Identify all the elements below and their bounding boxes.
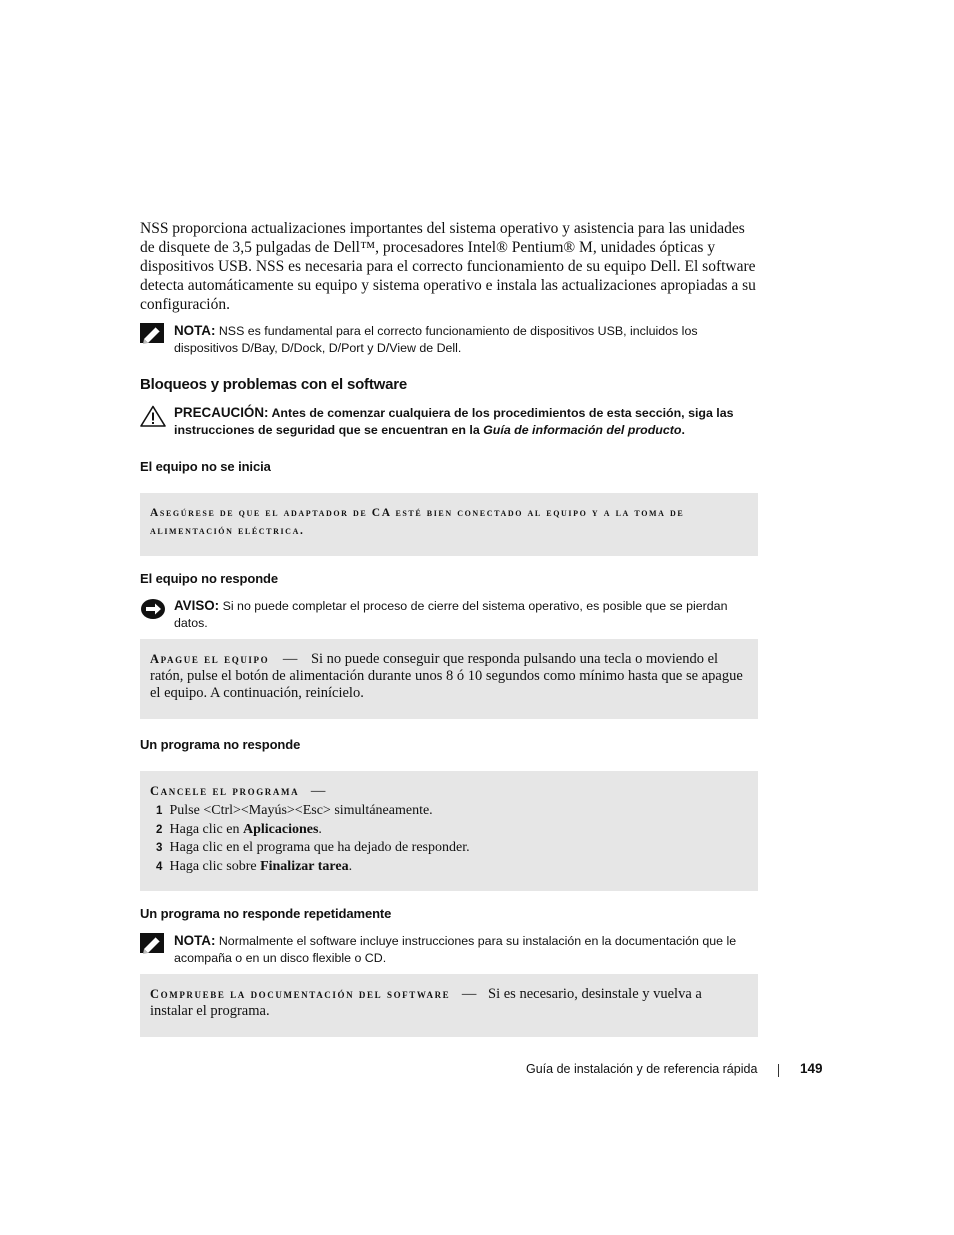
tip-box-compruebe bbox=[140, 974, 758, 1037]
tip-box-dash: — bbox=[310, 783, 326, 799]
tip-box-title: Cancele el programa bbox=[150, 784, 300, 798]
note-text: Normalmente el software incluye instrucciones para su instalación en la documentación que le acompaña o en un disco flexible o CD. bbox=[174, 934, 737, 965]
tip-box-apague bbox=[140, 639, 758, 719]
note-pencil-icon bbox=[140, 323, 166, 345]
note-text: NSS es fundamental para el correcto funcionamiento de dispositivos USB, incluidos los dispositivos D/Bay, D/Dock, D/Port y D/View de Dell. bbox=[174, 324, 698, 355]
tip-box-cancele bbox=[140, 771, 758, 891]
caution-text-end: . bbox=[681, 423, 685, 437]
step-text: Haga clic en el programa que ha dejado de responder. bbox=[169, 840, 470, 855]
section-heading: Bloqueos y problemas con el software bbox=[140, 376, 408, 393]
tip-box-title: Apague el equipo bbox=[150, 652, 270, 666]
note-label: NOTA: bbox=[174, 933, 216, 948]
step-bold-text: Finalizar tarea bbox=[260, 858, 349, 874]
note-nss bbox=[140, 322, 758, 357]
note-pencil-icon bbox=[140, 933, 166, 955]
warning-triangle-icon bbox=[140, 405, 166, 427]
note-label: NOTA: bbox=[174, 323, 216, 338]
tip-box-content bbox=[150, 986, 748, 1020]
step-number: 4 bbox=[156, 860, 163, 873]
step-bold-text: Aplicaciones bbox=[242, 821, 319, 837]
step-item bbox=[150, 858, 748, 877]
caution-label: PRECAUCIÓN: bbox=[174, 405, 269, 420]
page-number: 149 bbox=[800, 1061, 823, 1076]
step-text: Pulse <Ctrl><Mayús><Esc> simultáneamente. bbox=[169, 803, 433, 818]
step-text: Haga clic sobre bbox=[169, 858, 261, 874]
caution-doc-title: Guía de información del producto bbox=[483, 423, 682, 437]
footer-title: Guía de instalación y de referencia rápida bbox=[526, 1062, 758, 1076]
tip-box-content bbox=[150, 651, 748, 702]
caution-block bbox=[140, 404, 758, 439]
note-software bbox=[140, 932, 758, 967]
step-item bbox=[150, 802, 748, 821]
intro-paragraph: NSS proporciona actualizaciones importantes del sistema operativo y asistencia para las unidades de disquete de 3,5 pulgadas de Dell™, procesadores Intel® Pentium® M, unidades ópticas y dispositivos USB. NSS es necesaria para el correcto funcionamiento de su equipo Dell. El software detecta automáticamente su equipo y sistema operativo e instala las actualizaciones apropiadas a su configuración. bbox=[140, 220, 756, 313]
tip-box-text: Asegúrese de que el adaptador de CA esté bien conectado al equipo y a la toma de alimentación eléctrica. bbox=[150, 507, 685, 537]
step-number: 3 bbox=[156, 842, 163, 854]
tip-box-dash: — bbox=[282, 651, 298, 667]
step-item bbox=[150, 821, 748, 840]
tip-box-dash: — bbox=[461, 986, 477, 1002]
step-item bbox=[150, 839, 748, 858]
tip-box-heading bbox=[150, 783, 748, 800]
notice-block bbox=[140, 597, 758, 632]
footer-divider bbox=[778, 1064, 779, 1077]
step-text: Haga clic en bbox=[169, 821, 243, 837]
tip-box-text: Si es necesario, desinstale y vuelva a instalar el programa. bbox=[150, 986, 702, 1019]
subheading-repetidamente: Un programa no responde repetidamente bbox=[140, 906, 392, 921]
step-number: 1 bbox=[156, 805, 163, 817]
step-number: 2 bbox=[156, 823, 163, 836]
subheading-programa-no-responde: Un programa no responde bbox=[140, 737, 301, 752]
steps-list bbox=[150, 802, 748, 876]
subheading-no-responde: El equipo no responde bbox=[140, 571, 279, 586]
notice-label: AVISO: bbox=[174, 598, 220, 613]
step-text-end: . bbox=[318, 821, 322, 837]
subheading-no-se-inicia: El equipo no se inicia bbox=[140, 459, 271, 474]
caution-text: Antes de comenzar cualquiera de los procedimientos de esta sección, siga las instrucciones de seguridad que se encuentran en la bbox=[174, 406, 734, 437]
step-text-end: . bbox=[348, 858, 353, 874]
tip-box-title: Compruebe la documentación del software bbox=[150, 987, 451, 1001]
tip-box-adaptador bbox=[140, 493, 758, 556]
tip-box-text: Si no puede conseguir que responda pulsando una tecla o moviendo el ratón, pulse el botón de alimentación durante unos 8 ó 10 segundos como mínimo hasta que se apague el equipo. A continuación, reinícielo. bbox=[150, 651, 743, 701]
notice-hand-icon bbox=[140, 598, 166, 620]
notice-text: Si no puede completar el proceso de cierre del sistema operativo, es posible que se pierdan datos. bbox=[174, 599, 728, 630]
